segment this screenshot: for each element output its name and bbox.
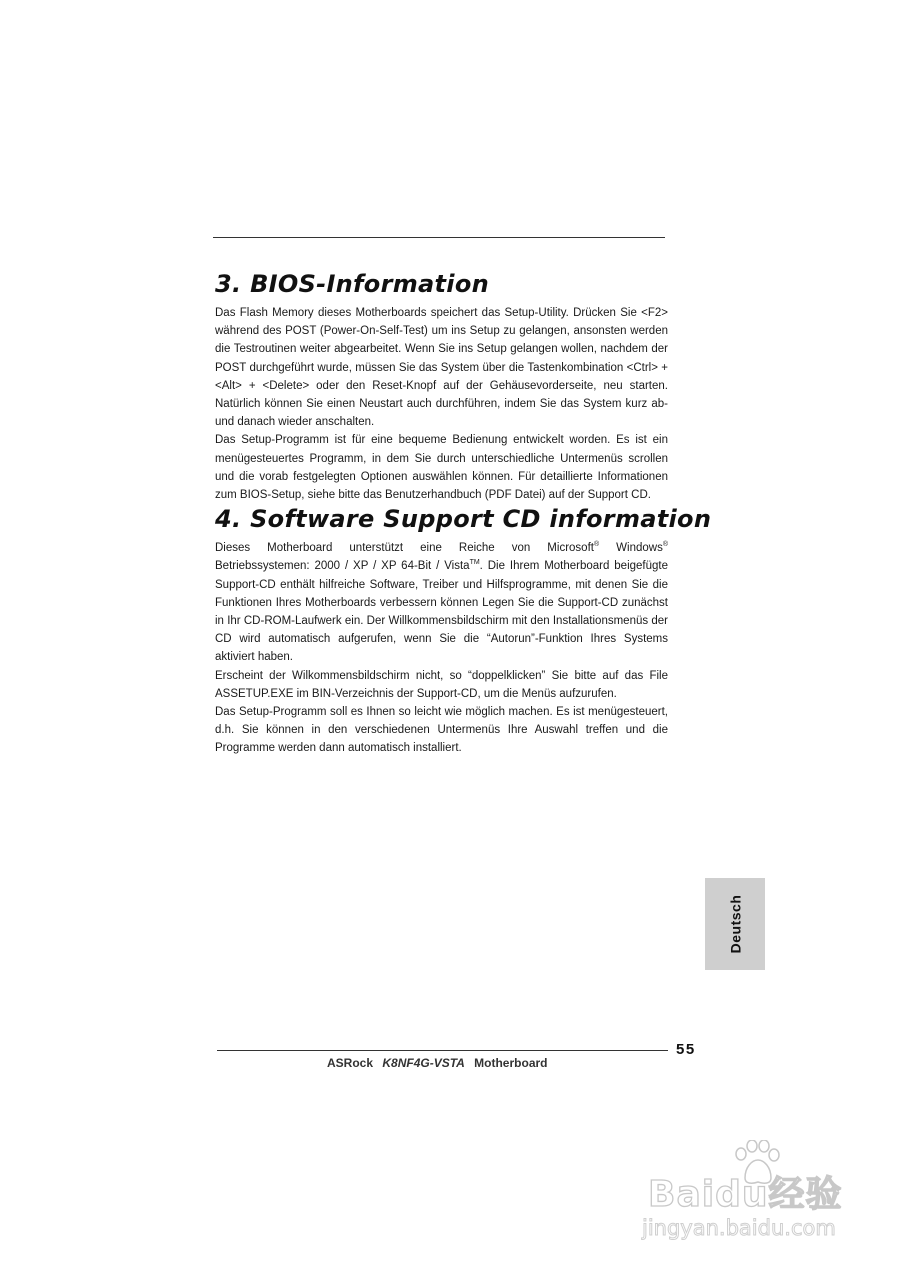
cd-paragraph-1: Dieses Motherboard unterstützt eine Reiche von Microsoft® Windows® Betriebssystemen: 2000 / XP / XP 64-Bit / Vista™. Die Ihrem Motherboard beigefügte Support-CD enthält hilfreiche Software, Treiber und Hilfsprogramme, mit denen Sie die Funktionen Ihres Motherboards verbessern können Legen Sie die Support-CD zunächst in Ihr CD-ROM-Laufwerk ein. Der Willkommensbildschirm mit den Installationsmenüs der CD wird automatisch aufgerufen, wenn Sie die “Autorun”-Funktion Ihres Systems aktiviert haben. [215,541,668,664]
language-tab [705,878,765,970]
section-heading-software-cd: 4. Software Support CD information [215,505,712,534]
footer-product-line [327,1056,548,1070]
language-tab-label: Deutsch [726,894,743,954]
page-number: 55 [676,1041,696,1058]
header-rule [213,237,665,238]
section-heading-bios: 3. BIOS-Information [215,270,490,298]
page-content [215,270,712,758]
bios-paragraph-2: Das Setup-Programm ist für eine bequeme Bedienung entwickelt worden. Es ist ein menügesteuertes Programm, in dem Sie durch unterschiedliche Untermenüs scrollen und die vorab festgelegten Optionen auswählen können. Für detaillierte Informationen zum BIOS-Setup, siehe bitte das Benutzerhandbuch (PDF Datei) auf der Support CD. [215,434,668,502]
bios-paragraph-1: Das Flash Memory dieses Motherboards speichert das Setup-Utility. Drücken Sie <F2> während des POST (Power-On-Self-Test) um ins Setup zu gelangen, ansonsten werden die Testroutinen weiter abgearbeitet. Wenn Sie ins Setup gelangen wollen, nachdem der POST durchgeführt wurde, müssen Sie das System über die Tastenkombination <Ctrl> + <Alt> + <Delete> oder den Reset-Knopf auf der Gehäusevorderseite, neu starten. Natürlich können Sie einen Neustart auch durchführen, indem Sie das System kurz ab- und danach wieder anschalten. [215,307,668,429]
watermark-logo-text: Baidu经验 [648,1174,843,1215]
baidu-watermark [638,1138,878,1258]
cd-paragraph-2: Erscheint der Wilkommensbildschirm nicht, so “doppelklicken” Sie bitte auf das File ASSETUP.EXE im BIN-Verzeichnis der Support-CD, um die Menüs aufzurufen. [215,669,668,700]
watermark-url: jingyan.baidu.com [642,1216,836,1240]
footer-product: Motherboard [474,1056,548,1070]
cd-paragraph-3: Das Setup-Programm soll es Ihnen so leicht wie möglich machen. Es ist menügesteuert, d.h. Sie können in den verschiedenen Untermenüs Ihre Auswahl treffen und die Programme werden dann automatisch installiert. [215,706,668,755]
footer-brand: ASRock [327,1056,374,1070]
footer-rule [217,1050,668,1051]
footer-model: K8NF4G-VSTA [382,1056,465,1070]
